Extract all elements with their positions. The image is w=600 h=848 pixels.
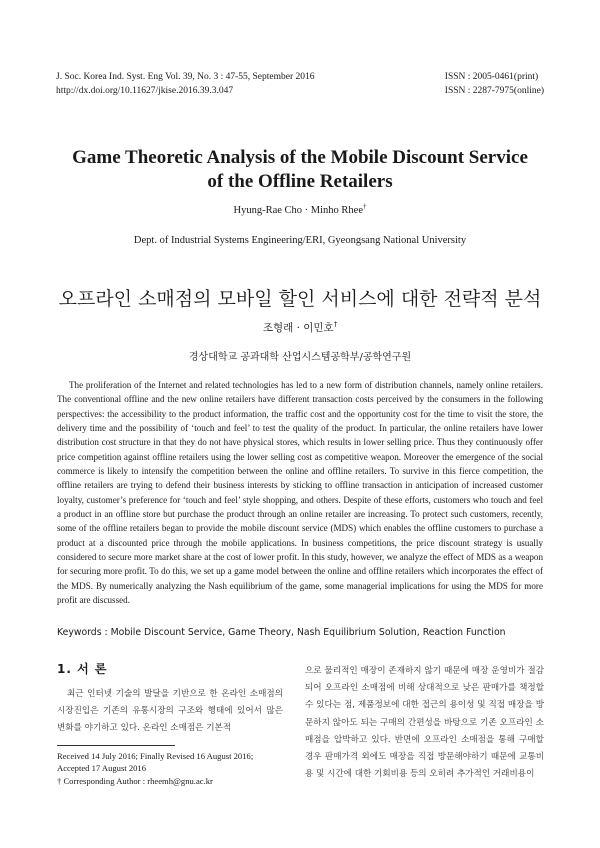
authors-korean	[40, 320, 560, 335]
keywords-separator: :	[101, 627, 111, 638]
authors-english-names: Hyung-Rae Cho · Minho Rhee	[233, 205, 363, 216]
title-english-line1: Game Theoretic Analysis of the Mobile Discount Service	[72, 147, 528, 168]
keywords	[57, 627, 543, 638]
title-english	[40, 146, 560, 194]
intro-paragraph-left: 최근 인터넷 기술의 발달을 기반으로 한 온라인 소매점의 시장진입은 기존의 유통시장의 구조와 행태에 있어서 많은 변화를 야기하고 있다. 온라인 소매점은 기본적	[57, 689, 283, 734]
affiliation-english: Dept. of Industrial Systems Engineering/ERI, Gyeongsang National University	[133, 235, 467, 246]
title-english-line2: of the Offline Retailers	[207, 171, 393, 192]
abstract: The proliferation of the Internet and related technologies has led to a new form of distribution channels, namely online retailers. The conventional offline and the new online retailers have different transaction costs perceived by the consumers in the following perspectives: the accessibility to the product information, the traffic cost and the opportunity cost for the time to visit the store, the delivery time and the possibility of ‘touch and feel’ to test the quality of the product. In particular, the online retailers have lower distribution cost structure in that they do not have physical stores, which results in lower selling price. Thus they continuously offer price competition against offline retailers using the lower selling cost as competitive weapon. Moreover the emergence of the social commerce is likely to intensify the competition between the online and offline retailers. To survive in this fierce competition, the offline retailers are trying to defend their business interests by sticking to offline transaction in anticipation of increased customer loyalty, customer’s preference for ‘touch and feel’ style shopping, and others. Despite of these efforts, customers who touch and feel a product in an offline store but purchase the product through an online retailer are increasing. To protect such customers, recently, some of the offline retailers began to provide the mobile discount service (MDS) which enables the offline customers to purchase a product at a discounted price through the mobile applications. In business competitions, the price discount strategy is usually considered to secure more market share at the cost of lower profit. In this study, however, we analyze the effect of MDS as a weapon for securing more profit. To do this, we set up a game model between the online and offline retailers which incorporates the effect of the MDS. By numerically analyzing the Nash equilibrium of the game, some managerial implications for using the MDS for more profit are discussed.	[57, 380, 543, 606]
issn-print: ISSN : 2005-0461(print)	[444, 72, 539, 82]
journal-line: J. Soc. Korea Ind. Syst. Eng Vol. 39, No. 3 : 47-55, September 2016	[56, 72, 315, 82]
affiliation-korean: 경상대학교 공과대학 산업시스템공학부/공학연구원	[188, 352, 412, 363]
footnotes	[57, 750, 283, 788]
keywords-text: Mobile Discount Service, Game Theory, Nash Equilibrium Solution, Reaction Function	[110, 627, 506, 638]
received-date: Received 14 July 2016; Finally Revised 16 August 2016;	[57, 750, 254, 761]
authors-korean-names: 조형래 · 이민호	[262, 322, 334, 334]
title-korean: 오프라인 소매점의 모바일 할인 서비스에 대한 전략적 분석	[58, 288, 542, 310]
keywords-label: Keywords	[57, 627, 102, 638]
authors-english	[40, 202, 560, 216]
footnote-divider	[57, 745, 175, 746]
left-column	[57, 660, 283, 787]
accepted-date: Accepted 17 August 2016	[57, 763, 147, 774]
corresponding-author: † Corresponding Author : rheemh@gnu.ac.kr	[57, 775, 213, 786]
issn-block	[445, 70, 544, 98]
corresponding-mark-korean: †	[333, 320, 338, 329]
journal-citation	[56, 70, 315, 98]
section-title: 1. 서 론	[57, 662, 108, 676]
issn-online: ISSN : 2287-7975(online)	[444, 86, 544, 96]
intro-paragraph-right: 으로 물리적인 매장이 존재하지 않기 때문에 매장 운영비가 절감되어 오프라인 소매점에 비해 상대적으로 낮은 판매가를 책정할 수 있다는 점, 제품정보에 대한 접근의 용이성 및 직접 매장을 방문하지 않아도 되는 구매의 간편성을 바탕으로 기존 오프라인 소매점을 압박하고 있다. 반면에 오프라인 소매점을 통해 구매할 경우 판매가격 외에도 매장을 직접 방문해야하기 때문에 교통비용 및 시간에 대한 기회비용 등의 오히려 추가적인 거래비용이	[305, 666, 544, 780]
doi-link[interactable]: http://dx.doi.org/10.11627/jkise.2016.39.3.047	[56, 86, 234, 96]
right-column	[305, 663, 544, 783]
corresponding-mark: †	[362, 202, 367, 211]
